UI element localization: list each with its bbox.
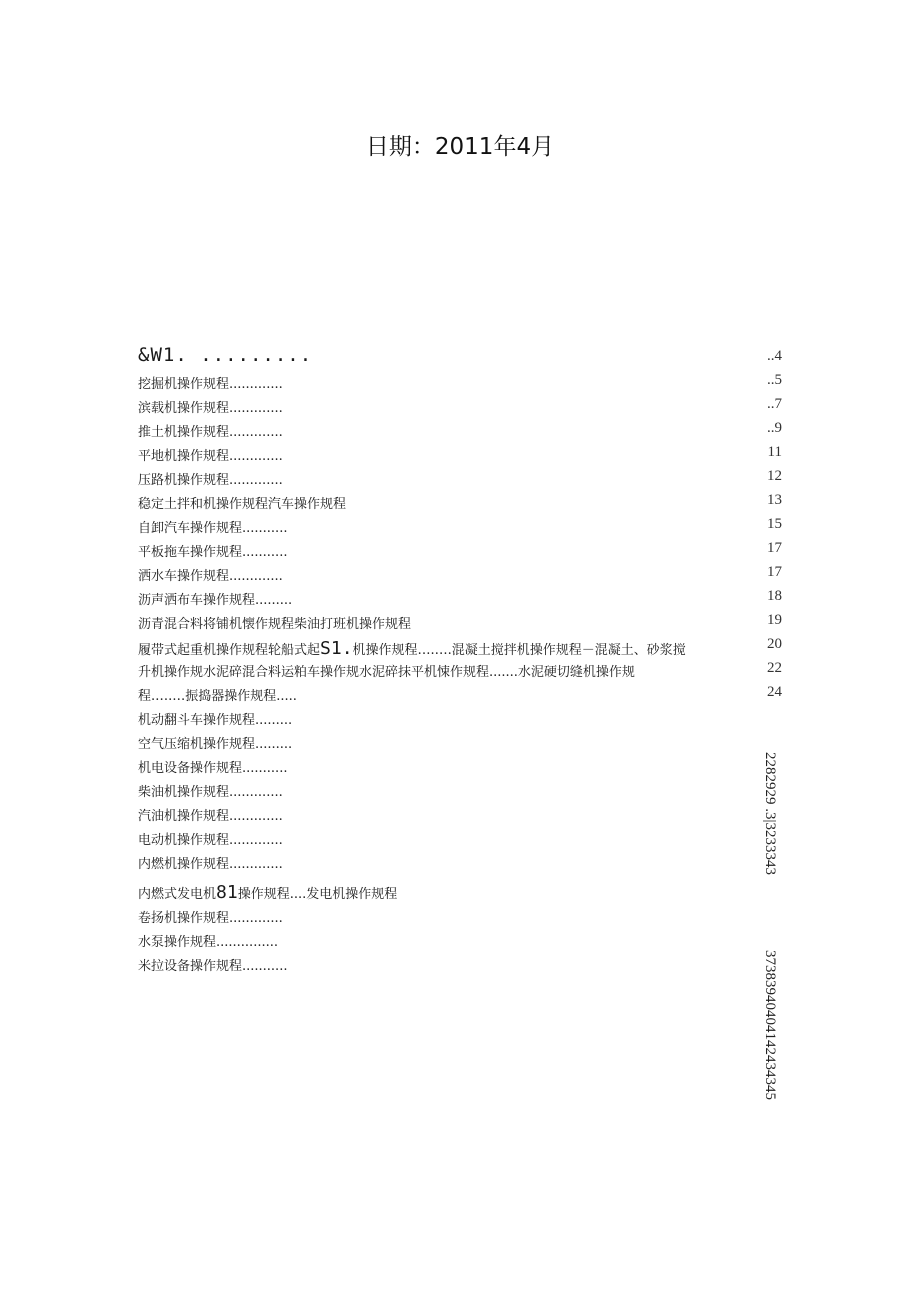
vertical-page-numbers: 37383940404142434345 xyxy=(762,950,778,1100)
toc-entry: 滨载机操作规程............. xyxy=(138,401,283,416)
page-number: 24 xyxy=(767,684,782,700)
page-number: ..9 xyxy=(767,420,782,436)
page-number: 19 xyxy=(767,612,782,628)
toc-entry: 升机操作规水泥碎混合料运粕车操作规水泥碎抹平机悚作规程.......水泥硬切缝机操作规 xyxy=(138,665,635,680)
toc-entry: 机电设备操作规程........... xyxy=(138,761,288,776)
toc-entry: 自卸汽车操作规程........... xyxy=(138,521,288,536)
page-number: 11 xyxy=(767,444,782,460)
toc-entry-part: 履带式起重机操作规程轮船式起 xyxy=(138,643,321,658)
toc-entry: 压路机操作规程............. xyxy=(138,473,283,488)
page-number: ..7 xyxy=(767,396,782,412)
toc-entry: 电动机操作规程............. xyxy=(138,833,283,848)
toc-entry: 内燃机操作规程............. xyxy=(138,857,283,872)
toc-entry: 平板拖车操作规程........... xyxy=(138,545,288,560)
toc-entry: 汽油机操作规程............. xyxy=(138,809,283,824)
toc-entry: 机动翻斗车操作规程......... xyxy=(138,713,293,728)
toc-entry: 沥青混合料将铺机懐作规程柴油打班机操作规程 xyxy=(138,617,412,632)
page-number: 20 xyxy=(767,636,782,652)
toc-entry: 柴油机操作规程............. xyxy=(138,785,283,800)
toc-entry-part: 操作规程....发电机操作规程 xyxy=(237,887,398,902)
toc-entry xyxy=(138,884,397,904)
toc-entry-part: 81 xyxy=(216,882,238,903)
date-line: 日期：2011年4月 xyxy=(365,134,555,160)
toc-entry: 空气压缩机操作规程......... xyxy=(138,737,293,752)
toc-entry-part: 机操作规程….….混凝土搅拌机操作规程－混凝土、砂浆搅 xyxy=(352,643,686,658)
toc-entry: 挖掘机操作规程............. xyxy=(138,377,283,392)
toc-entry xyxy=(138,640,686,660)
toc-entry: 米拉设备操作规程........... xyxy=(138,959,288,974)
toc-entry: 稳定土拌和机操作规程汽车操作规程 xyxy=(138,497,347,512)
page-number: 12 xyxy=(767,468,782,484)
page-number: 13 xyxy=(767,492,782,508)
toc-entry: &W1. ......... xyxy=(138,344,313,366)
toc-entry-part: 内燃式发电机 xyxy=(138,887,217,902)
toc-entry: 程.….…振捣器操作规程..... xyxy=(138,689,297,704)
toc-entry: 卷扬机操作规程............. xyxy=(138,911,283,926)
toc-entry: 平地机操作规程............. xyxy=(138,449,283,464)
vertical-page-numbers: 2282929 .3|3233343 xyxy=(762,752,778,876)
page-number: 22 xyxy=(767,660,782,676)
toc-entry: 沥声洒布车操作规程......... xyxy=(138,593,293,608)
toc-entry: 推土机操作规程............. xyxy=(138,425,283,440)
page-number: 17 xyxy=(767,564,782,580)
page-number: ..5 xyxy=(767,372,782,388)
page-number: 15 xyxy=(767,516,782,532)
page-number: 17 xyxy=(767,540,782,556)
toc-entry-part: S1. xyxy=(320,638,353,659)
page-number: 18 xyxy=(767,588,782,604)
page-number: ..4 xyxy=(767,348,782,364)
toc-entry: 洒水车操作规程............. xyxy=(138,569,283,584)
toc-entry: 水泵操作规程............... xyxy=(138,935,278,950)
